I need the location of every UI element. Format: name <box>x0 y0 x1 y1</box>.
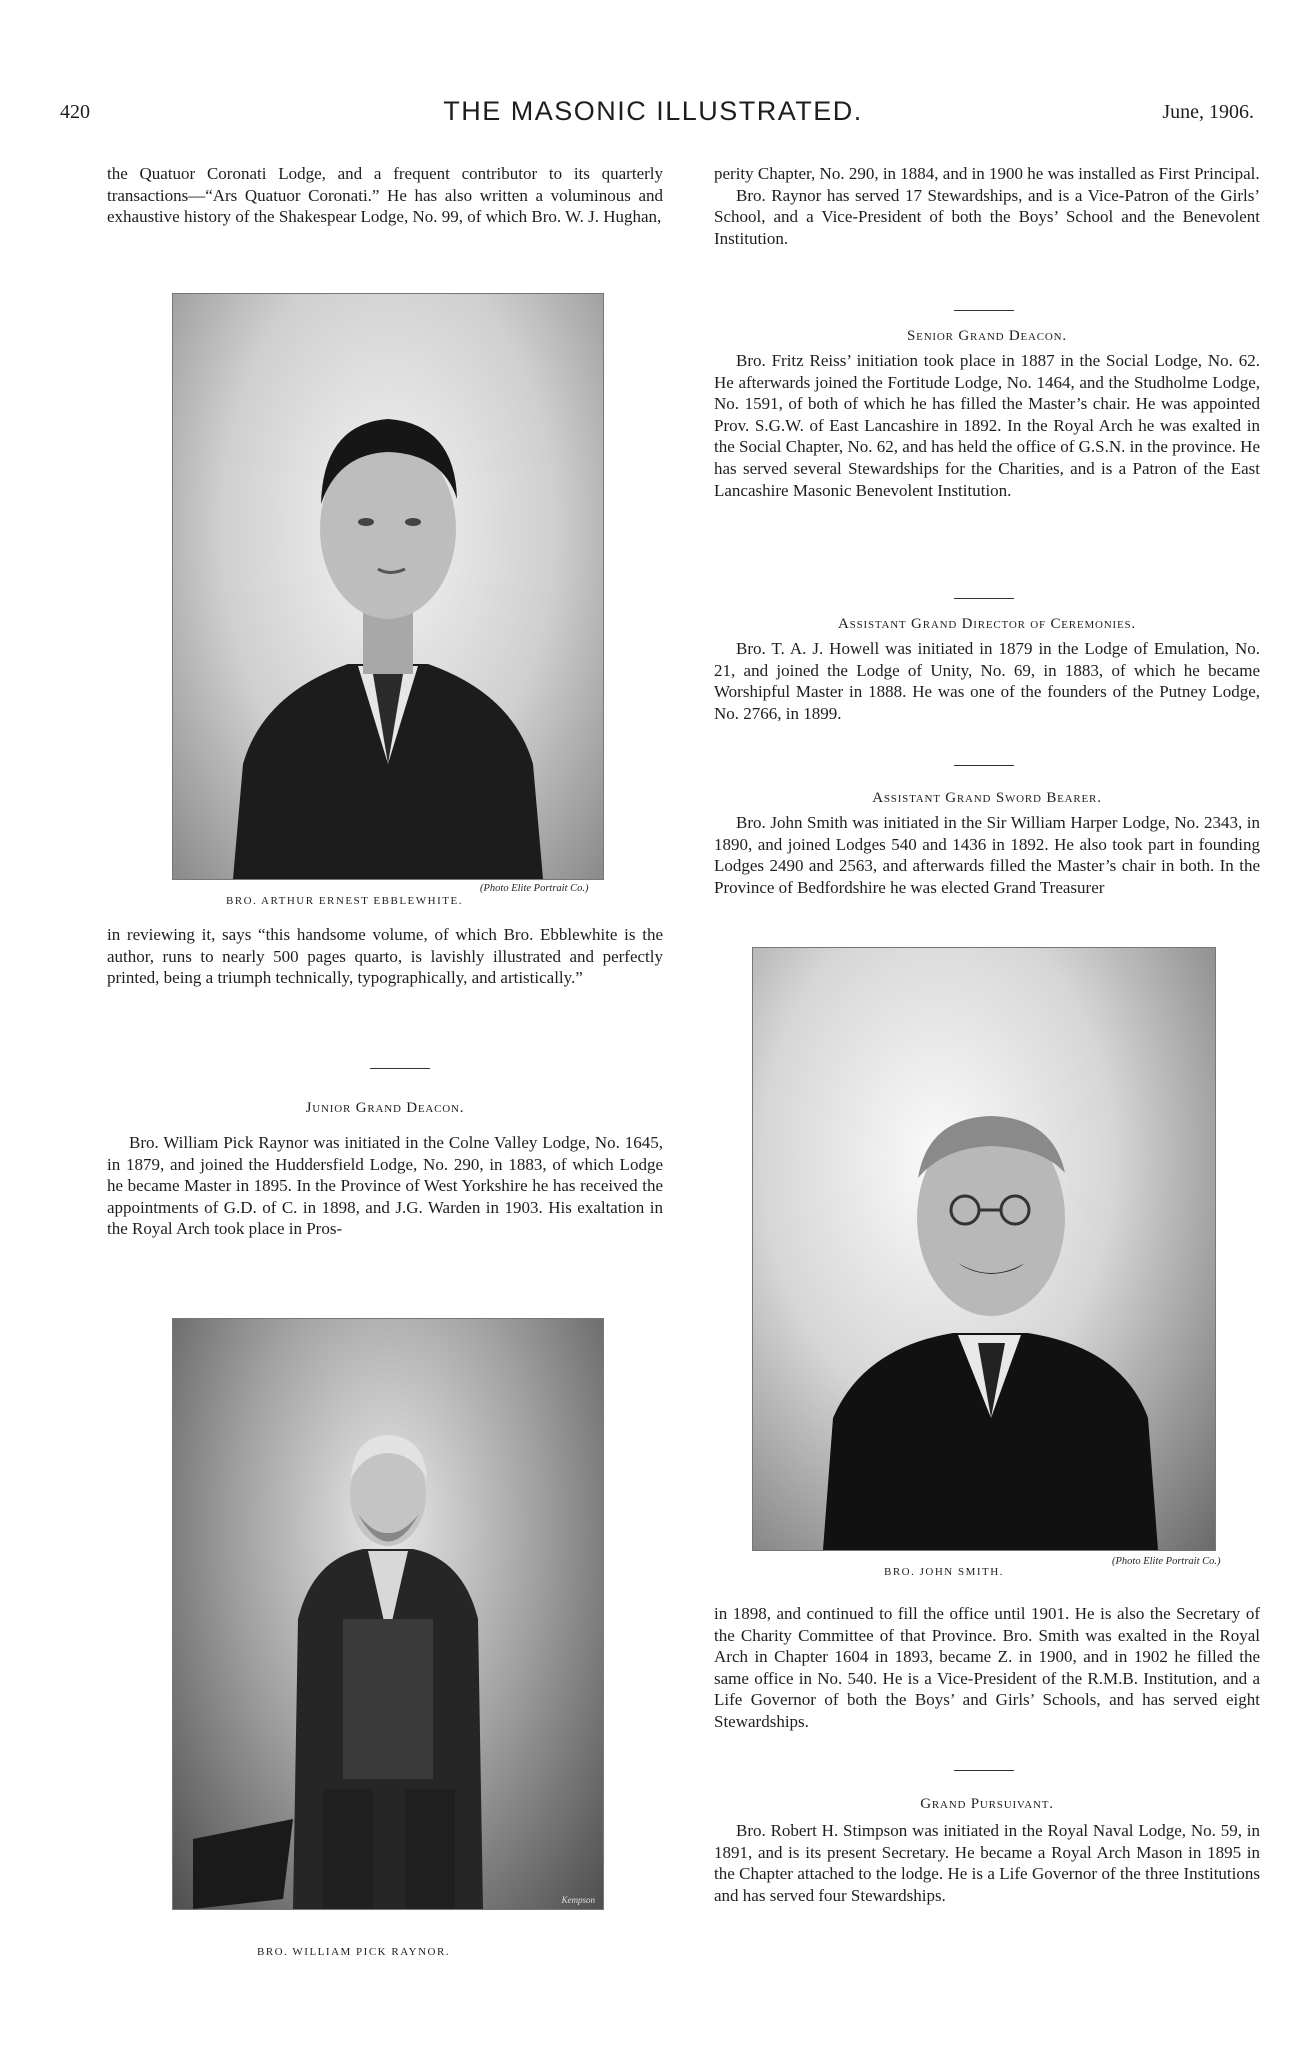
section-rule <box>954 598 1014 599</box>
photo-ebblewhite <box>172 293 604 880</box>
caption-john-smith: BRO. JOHN SMITH. <box>884 1566 1004 1578</box>
section-rule <box>954 310 1014 311</box>
left-review-paragraph <box>107 924 663 989</box>
photo-signature-raynor: Kempson <box>561 1895 595 1905</box>
junior-deacon-text: Bro. William Pick Raynor was initiated in the Colne Valley Lodge, No. 1645, in 1879, and joined the Huddersfield Lodge, No. 290, in 1883, of which Lodge he became Master in 1895. In the Province of West Yorkshire he has received the appointments of G.D. of C. in 1898, and J.G. Warden in 1903. His exaltation in the Royal Arch took place in Pros- <box>107 1133 663 1239</box>
right-continued-text: perity Chapter, No. 290, in 1884, and in 1900 he was installed as First Principal. <box>714 164 1260 183</box>
left-intro-paragraph <box>107 163 663 228</box>
grand-pursuivant-text: Bro. Robert H. Stimpson was initiated in the Royal Naval Lodge, No. 59, in 1891, and is its present Secretary. He became a Royal Arch Mason in 1895 in the Chapter attached to the lodge. He is a Life Governor of the three Institutions and has served four Stewardships. <box>714 1821 1260 1905</box>
issue-date: June, 1906. <box>1162 101 1254 123</box>
left-intro-text: the Quatuor Coronati Lodge, and a frequent contributor to its quarterly transactions—“Ars Quatuor Coronati.” He has also written a voluminous and exhaustive history of the Shakespear Lodge, No. 99, of which Bro. W. J. Hughan, <box>107 164 663 227</box>
assistant-sword-bearer-paragraph <box>714 812 1260 898</box>
section-rule <box>954 765 1014 766</box>
heading-assistant-sword-bearer: Assistant Grand Sword Bearer. <box>872 790 1102 806</box>
senior-deacon-paragraph <box>714 350 1260 501</box>
heading-grand-pursuivant: Grand Pursuivant. <box>920 1796 1054 1812</box>
heading-senior-grand-deacon: Senior Grand Deacon. <box>907 328 1067 344</box>
portrait-john-smith-image <box>753 948 1215 1550</box>
photo-credit-ebblewhite: (Photo Elite Portrait Co.) <box>480 883 589 894</box>
page-number: 420 <box>60 101 90 123</box>
grand-pursuivant-paragraph <box>714 1820 1260 1906</box>
assistant-director-paragraph <box>714 638 1260 724</box>
portrait-raynor-image <box>173 1319 603 1909</box>
left-review-text: in reviewing it, says “this handsome volume, of which Bro. Ebblewhite is the author, runs to nearly 500 pages quarto, is lavishly illustrated and perfectly printed, being a triumph technically, typographically, and artistically.” <box>107 925 663 988</box>
junior-deacon-paragraph <box>107 1132 663 1240</box>
section-rule <box>370 1068 430 1069</box>
photo-credit-john-smith: (Photo Elite Portrait Co.) <box>1112 1556 1221 1567</box>
portrait-ebblewhite-image <box>173 294 603 879</box>
caption-ebblewhite: BRO. ARTHUR ERNEST EBBLEWHITE. <box>226 895 463 907</box>
john-smith-continued-paragraph <box>714 1603 1260 1733</box>
assistant-director-text: Bro. T. A. J. Howell was initiated in 1879 in the Lodge of Emulation, No. 21, and joined the Lodge of Unity, No. 69, in 1883, of which he became Worshipful Master in 1888. He was one of the founders of the Putney Lodge, No. 2766, in 1899. <box>714 639 1260 723</box>
masthead-title: THE MASONIC ILLUSTRATED. <box>443 96 863 126</box>
assistant-sword-bearer-text: Bro. John Smith was initiated in the Sir William Harper Lodge, No. 2343, in 1890, and joined Lodges 540 and 1436 in 1892. He also took part in founding Lodges 2490 and 2563, and afterwards filled the Master’s chair in both. In the Province of Bedfordshire he was elected Grand Treasurer <box>714 813 1260 897</box>
section-rule <box>954 1770 1014 1771</box>
raynor-stewardships-text: Bro. Raynor has served 17 Stewardships, and is a Vice-Patron of the Girls’ School, and a Vice-President of both the Boys’ School and the Benevolent Institution. <box>714 185 1260 248</box>
photo-john-smith <box>752 947 1216 1551</box>
heading-assistant-director-ceremonies: Assistant Grand Director of Ceremonies. <box>838 616 1136 632</box>
photo-raynor <box>172 1318 604 1910</box>
senior-deacon-text: Bro. Fritz Reiss’ initiation took place in 1887 in the Social Lodge, No. 62. He afterwards joined the Fortitude Lodge, No. 1464, and the Studholme Lodge, No. 1591, of both of which he has filled the Master’s chair. He was appointed Prov. S.G.W. of East Lancashire in 1892. In the Royal Arch he was exalted in the Social Chapter, No. 62, and has held the office of G.S.N. in the province. He has served several Stewardships for the Charities, and is a Patron of the East Lancashire Masonic Benevolent Institution. <box>714 351 1260 500</box>
heading-junior-grand-deacon: Junior Grand Deacon. <box>305 1100 465 1116</box>
right-continued-paragraph <box>714 163 1260 249</box>
john-smith-continued-text: in 1898, and continued to fill the office until 1901. He is also the Secretary of the Charity Committee of that Province. Bro. Smith was exalted in the Royal Arch in Chapter 1604 in 1893, became Z. in 1900, and in 1902 he filled the same office in No. 540. He is a Vice-President of the R.M.B. Institution, and a Life Governor of both the Boys’ and Girls’ Schools, and has served eight Stewardships. <box>714 1604 1260 1731</box>
caption-raynor: BRO. WILLIAM PICK RAYNOR. <box>257 1946 451 1958</box>
